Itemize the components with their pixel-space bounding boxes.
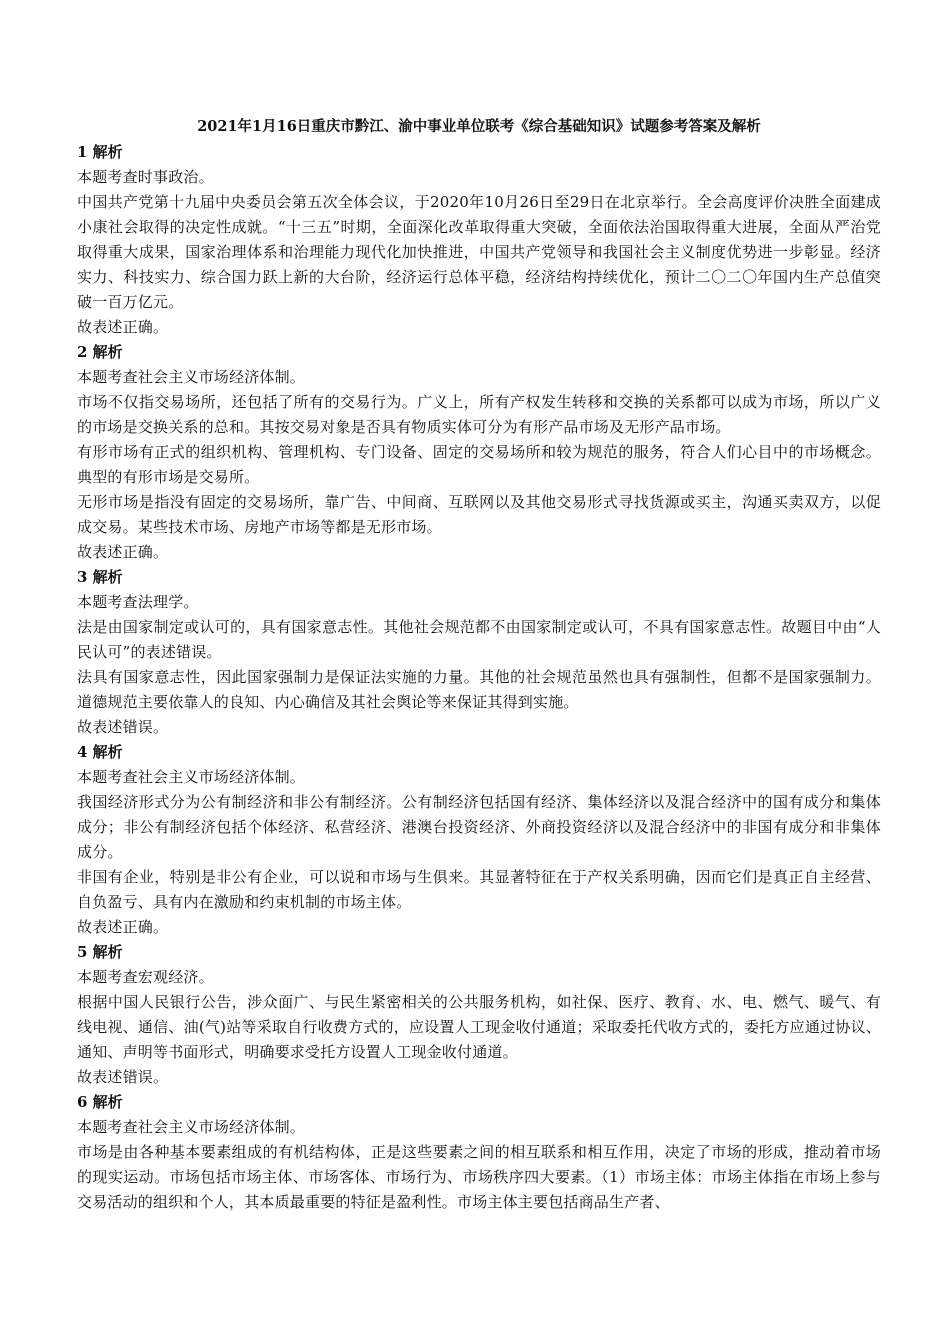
paragraph: 故表述正确。 (77, 918, 169, 936)
section (77, 1090, 881, 1215)
paragraph: 根据中国人民银行公告，涉众面广、与民生紧密相关的公共服务机构，如社保、医疗、教育、水、电、燃气、暖气、有线电视、通信、油(气)站等采取自行收费方式的，应设置人工现金收付通道；采取委托代收方式的，委托方应通过协议、通知、声明等书面形式，明确要求受托方设置人工现金收付通道。 (77, 993, 881, 1061)
section (77, 940, 881, 1090)
paragraph: 无形市场是指没有固定的交易场所，靠广告、中间商、互联网以及其他交易形式寻找货源或买主，沟通买卖双方，以促成交易。某些技术市场、房地产市场等都是无形市场。 (77, 493, 881, 536)
paragraph: 市场不仅指交易场所，还包括了所有的交易行为。广义上，所有产权发生转移和交换的关系都可以成为市场，所以广义的市场是交换关系的总和。其按交易对象是否具有物质实体可分为有形产品市场及无形产品市场。 (77, 393, 881, 436)
paragraph: 故表述错误。 (77, 1068, 169, 1086)
document-title: 2021年1月16日重庆市黔江、渝中事业单位联考《综合基础知识》试题参考答案及解析 (197, 118, 761, 135)
paragraph: 我国经济形式分为公有制经济和非公有制经济。公有制经济包括国有经济、集体经济以及混合经济中的国有成分和集体成分；非公有制经济包括个体经济、私营经济、港澳台投资经济、外商投资经济以及混合经济中的非国有成分和非集体成分。 (77, 793, 881, 861)
section-heading: 2 解析 (77, 343, 123, 361)
paragraph: 本题考查时事政治。 (77, 168, 214, 186)
paragraph: 法具有国家意志性，因此国家强制力是保证法实施的力量。其他的社会规范虽然也具有强制性，但都不是国家强制力。道德规范主要依靠人的良知、内心确信及其社会舆论等来保证其得到实施。 (77, 668, 881, 711)
paragraph: 本题考查法理学。 (77, 593, 199, 611)
paragraph: 故表述正确。 (77, 543, 169, 561)
section (77, 565, 881, 740)
section-heading: 1 解析 (77, 143, 123, 161)
section (77, 340, 881, 565)
section-heading: 4 解析 (77, 743, 123, 761)
paragraph: 市场是由各种基本要素组成的有机结构体，正是这些要素之间的相互联系和相互作用，决定了市场的形成，推动着市场的现实运动。市场包括市场主体、市场客体、市场行为、市场秩序四大要素。（1）市场主体：市场主体指在市场上参与交易活动的组织和个人，其本质最重要的特征是盈利性。市场主体主要包括商品生产者、 (77, 1143, 881, 1211)
section-heading: 3 解析 (77, 568, 123, 586)
section-heading: 6 解析 (77, 1093, 123, 1111)
paragraph: 本题考查社会主义市场经济体制。 (77, 1118, 306, 1136)
document-page (77, 114, 881, 1215)
section (77, 740, 881, 940)
section (77, 140, 881, 340)
paragraph: 中国共产党第十九届中央委员会第五次全体会议，于2020年10月26日至29日在北京举行。全会高度评价决胜全面建成小康社会取得的决定性成就。“十三五”时期，全面深化改革取得重大突破，全面依法治国取得重大进展，全面从严治党取得重大成果，国家治理体系和治理能力现代化加快推进，中国共产党领导和我国社会主义制度优势进一步彰显。经济实力、科技实力、综合国力跃上新的大台阶，经济运行总体平稳，经济结构持续优化，预计二〇二〇年国内生产总值突破一百万亿元。 (77, 193, 881, 311)
paragraph: 故表述错误。 (77, 718, 169, 736)
paragraph: 本题考查社会主义市场经济体制。 (77, 768, 306, 786)
paragraph: 本题考查宏观经济。 (77, 968, 214, 986)
paragraph: 故表述正确。 (77, 318, 169, 336)
paragraph: 本题考查社会主义市场经济体制。 (77, 368, 306, 386)
section-heading: 5 解析 (77, 943, 123, 961)
paragraph: 法是由国家制定或认可的，具有国家意志性。其他社会规范都不由国家制定或认可，不具有国家意志性。故题目中由“人民认可”的表述错误。 (77, 618, 881, 661)
paragraph: 非国有企业，特别是非公有企业，可以说和市场与生俱来。其显著特征在于产权关系明确，因而它们是真正自主经营、自负盈亏、具有内在激励和约束机制的市场主体。 (77, 868, 881, 911)
paragraph: 有形市场有正式的组织机构、管理机构、专门设备、固定的交易场所和较为规范的服务，符合人们心目中的市场概念。典型的有形市场是交易所。 (77, 443, 881, 486)
